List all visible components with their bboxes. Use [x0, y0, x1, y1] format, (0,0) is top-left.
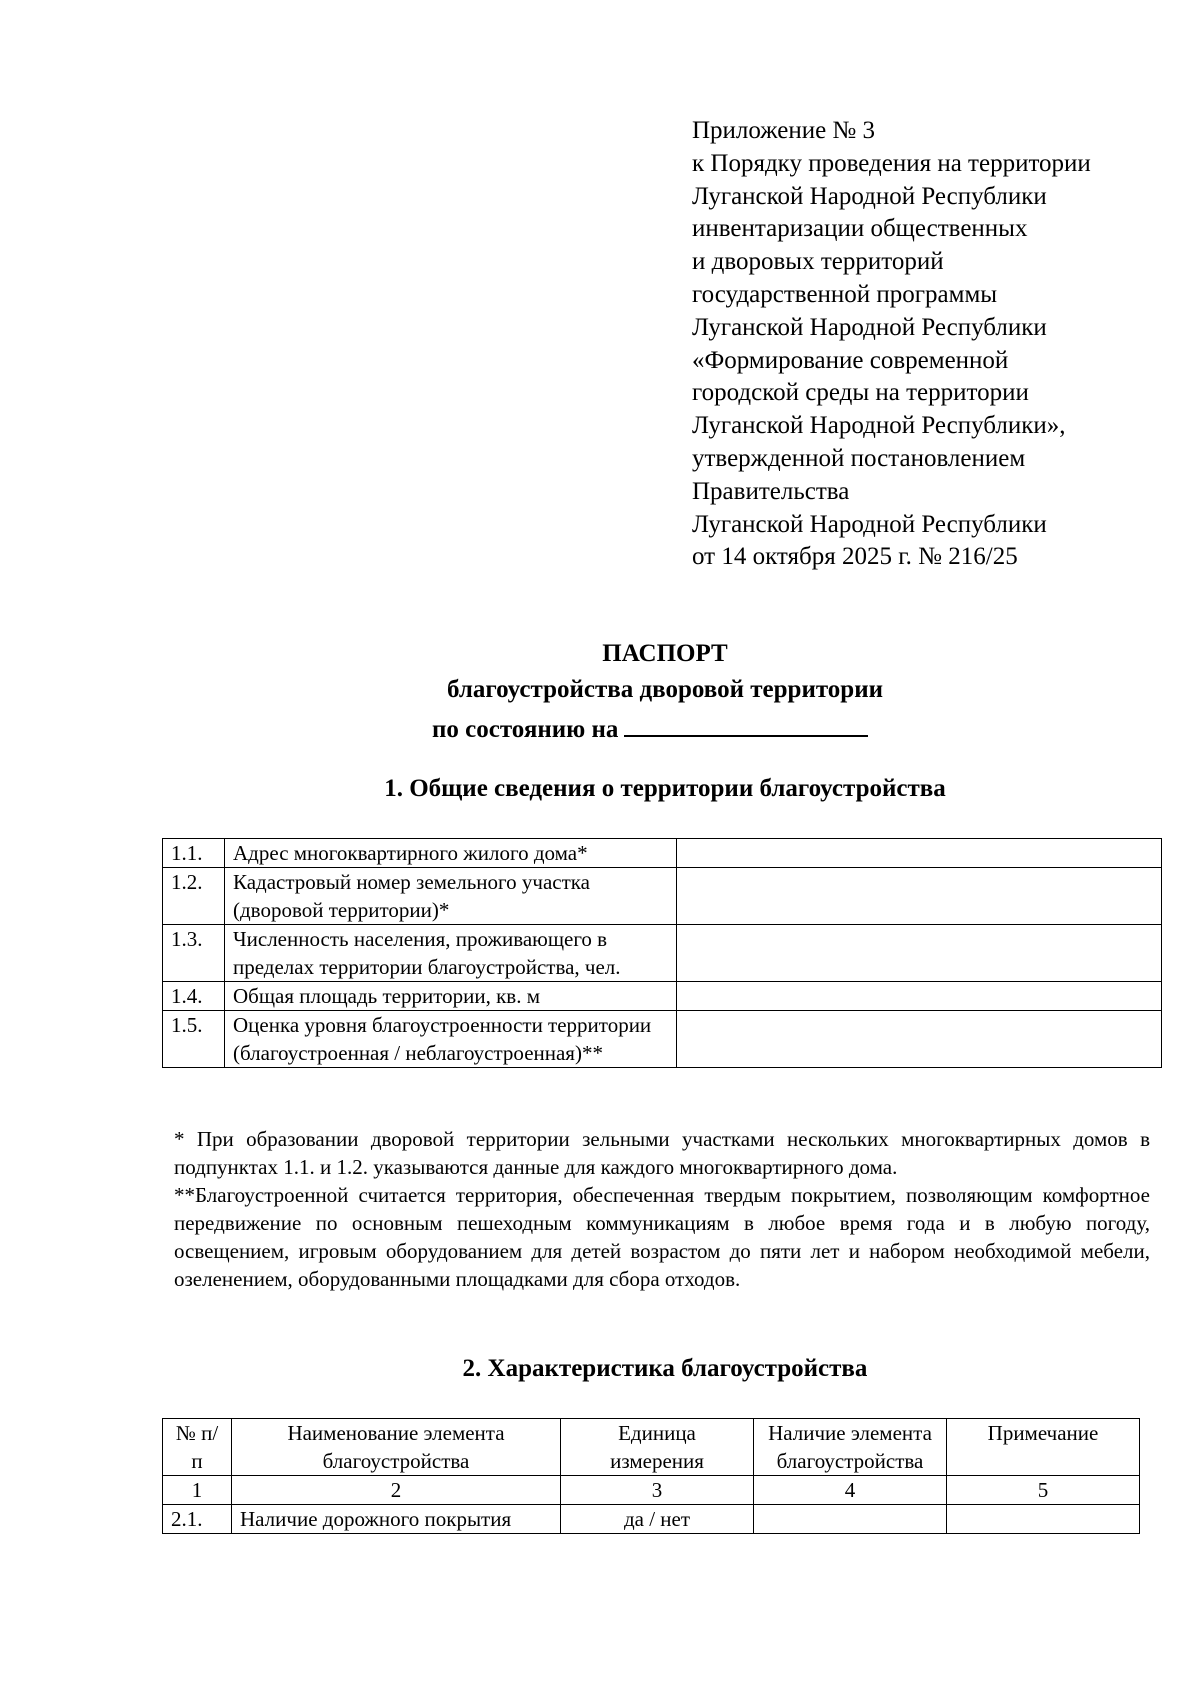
column-index: 5 [947, 1476, 1140, 1505]
row-value-cell[interactable] [677, 868, 1162, 925]
footnotes [174, 1125, 1150, 1293]
appendix-line: «Формирование современной [692, 346, 1009, 374]
table-row [163, 982, 1162, 1011]
footnote-2: **Благоустроенной считается территория, обеспеченная твердым покрытием, позволяющим комфортное передвижение по основным пешеходным коммуникациям в любое время года и в любую погоду, освещением, игровым оборудованием для детей возрастом до пяти лет и набором необходимой мебели, озеленением, оборудованными площадками для сбора отходов. [174, 1183, 1150, 1291]
appendix-line: от 14 октября 2025 г. № 216/25 [692, 543, 1018, 571]
appendix-line: городской среды на территории [692, 379, 1029, 407]
section1-heading: 1. Общие сведения о территории благоустройства [384, 775, 946, 802]
element-name: Наличие дорожного покрытия [232, 1505, 561, 1534]
header-number: № п/п [163, 1419, 232, 1476]
column-index: 4 [754, 1476, 947, 1505]
row-number: 1.5. [163, 1011, 225, 1068]
header-note: Примечание [947, 1419, 1140, 1476]
row-value-cell[interactable] [677, 1011, 1162, 1068]
unit: да / нет [561, 1505, 754, 1534]
column-index-row [163, 1476, 1140, 1505]
row-number: 1.3. [163, 925, 225, 982]
appendix-line: Приложение № 3 [692, 117, 876, 144]
appendix-line: и дворовых территорий [692, 248, 944, 276]
appendix-line: Луганской Народной Республики [692, 313, 1047, 341]
date-prefix: по состоянию на [432, 716, 619, 743]
header-element-name: Наименование элемента благоустройства [232, 1419, 561, 1476]
table-row [163, 925, 1162, 982]
note-cell[interactable] [947, 1505, 1140, 1534]
date-blank-field[interactable] [624, 713, 868, 737]
row-number: 1.4. [163, 982, 225, 1011]
appendix-line: государственной программы [692, 280, 998, 308]
presence-cell[interactable] [754, 1505, 947, 1534]
table-row [163, 868, 1162, 925]
row-number: 1.2. [163, 868, 225, 925]
appendix-line: Луганской Народной Республики», [692, 412, 1066, 440]
table-row [163, 1011, 1162, 1068]
title-date-line [432, 713, 868, 744]
title-sub: благоустройства дворовой территории [446, 676, 884, 703]
table-row [163, 839, 1162, 868]
footnote-1: * При образовании дворовой территории зельными участками нескольких многоквартирных домов в подпунктах 1.1. и 1.2. указываются данные для каждого многоквартирного дома. [174, 1127, 1150, 1179]
row-value-cell[interactable] [677, 839, 1162, 868]
row-label: Общая площадь территории, кв. м [225, 982, 677, 1011]
column-index: 3 [561, 1476, 754, 1505]
title-main: ПАСПОРТ [602, 640, 728, 667]
appendix-line: Правительства [692, 477, 850, 505]
row-label: Адрес многоквартирного жилого дома* [225, 839, 677, 868]
section2-heading: 2. Характеристика благоустройства [462, 1355, 868, 1382]
row-value-cell[interactable] [677, 925, 1162, 982]
appendix-line: инвентаризации общественных [692, 215, 1028, 243]
general-info-table [162, 838, 1162, 1068]
appendix-block [692, 115, 1162, 574]
column-index: 2 [232, 1476, 561, 1505]
column-index: 1 [163, 1476, 232, 1505]
appendix-line: к Порядку проведения на территории [692, 149, 1091, 177]
row-label: Численность населения, проживающего в пределах территории благоустройства, чел. [225, 925, 677, 982]
appendix-line: утвержденной постановлением [692, 444, 1026, 472]
row-label: Оценка уровня благоустроенности территории (благоустроенная / неблагоустроенная)** [225, 1011, 677, 1068]
row-value-cell[interactable] [677, 982, 1162, 1011]
header-unit: Единица измерения [561, 1419, 754, 1476]
row-number: 2.1. [163, 1505, 232, 1534]
appendix-line: Луганской Народной Республики [692, 510, 1047, 538]
table-row [163, 1505, 1140, 1534]
table-header-row [163, 1419, 1140, 1476]
appendix-line: Луганской Народной Республики [692, 182, 1047, 210]
row-label: Кадастровый номер земельного участка (дворовой территории)* [225, 868, 677, 925]
improvement-table [162, 1418, 1140, 1534]
header-presence: Наличие элемента благоустройства [754, 1419, 947, 1476]
row-number: 1.1. [163, 839, 225, 868]
